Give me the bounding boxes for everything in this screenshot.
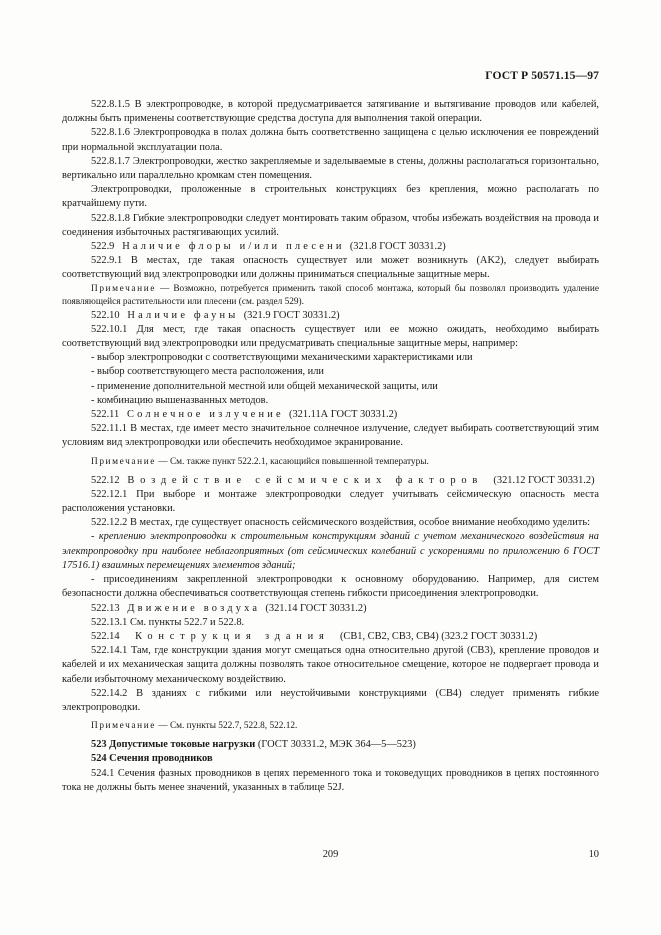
list-item: - комбинацию вышеназванных методов. xyxy=(91,394,269,406)
paragraph: 522.8.1.6 Электропроводка в полах должна быть соответственно защищена с целью исключения ее повреждений при нормальной эксплуатации пола. xyxy=(62,127,599,153)
section-ref: (321.8 ГОСТ 30331.2) xyxy=(349,241,446,253)
paragraph: 522.12.2 В местах, где существует опасность сейсмического воздействия, особое внимание необходимо уделить: xyxy=(91,517,590,529)
section-heading-522-12 xyxy=(62,474,599,488)
section-number: 522.12 xyxy=(91,474,120,486)
section-number: 522.13 xyxy=(91,602,120,614)
note-text: — Возможно, потребуется применить такой способ монтажа, который бы позволял производить удаление появляющейся растительности или плесени (см. раздел 529). xyxy=(62,283,599,307)
list-item: - выбор электропроводки с соответствующими механическими характеристиками или xyxy=(91,352,473,364)
paragraph: 522.10.1 Для мест, где такая опасность существует или ее можно ожидать, необходимо выбирать соответствующий вид электропроводки или предусматривать специальные защитные меры, например: xyxy=(62,323,599,350)
paragraph: - присоединениям закрепленной электропроводки к основному оборудованию. Например, для систем безопасности должна обеспечиваться соответствующая степень гибкости присоединения электропроводки. xyxy=(62,574,599,600)
section-heading-524 xyxy=(62,752,599,766)
section-ref: (ГОСТ 30331.2, МЭК 364—5—523) xyxy=(257,739,416,751)
note-text: — См. также пункт 522.2.1, касающийся повышенной температуры. xyxy=(158,456,429,467)
section-title: 523 Допустимые токовые нагрузки xyxy=(91,739,256,751)
section-ref: (CB1, CB2, CB3, CB4) (323.2 ГОСТ 30331.2) xyxy=(339,630,538,642)
note-label: Примечание xyxy=(91,283,156,294)
note-label: Примечание xyxy=(91,456,156,467)
section-title: Конструкция здания xyxy=(135,630,330,642)
section-title: 524 Сечения проводников xyxy=(91,753,213,765)
section-title: Воздействие сейсмических факторов xyxy=(127,474,484,486)
section-heading-522-11 xyxy=(62,408,599,422)
note-text: — См. пункты 522.7, 522.8, 522.12. xyxy=(158,721,298,732)
paragraph: Электропроводки, проложенные в строительных конструкциях без крепления, можно располагать по кратчайшему пути. xyxy=(62,184,599,210)
paragraph: 522.8.1.8 Гибкие электропроводки следует монтировать таким образом, чтобы избежать воздействия на провода и соединения избыточных растягивающих усилий. xyxy=(62,212,599,238)
paragraph: 522.14.2 В зданиях с гибкими или неустойчивыми конструкциями (CB4) следует применять гибкие электропроводки. xyxy=(62,687,599,713)
page-number: 209 xyxy=(322,849,339,860)
list-item: - применение дополнительной местной или общей механической защиты, или xyxy=(91,380,438,392)
section-heading-522-9 xyxy=(62,240,599,254)
paragraph-italic: - креплению электропроводки к строительным конструкциям зданий с учетом механического воздействия на электропроводку при наиболее неблагоприятных (от сейсмических колебаний с ускорениями по приложению 6 ГОСТ 17516.1) взаимных перемещениях элементов зданий; xyxy=(62,531,599,571)
list-item: - выбор соответствующего места расположения, или xyxy=(91,366,324,378)
section-heading-523 xyxy=(62,738,599,752)
paragraph: 522.8.1.5 В электропроводке, в которой предусматривается затягивание и вытягивание проводов или кабелей, должны быть применены соответствующие средства доступа для выполнения такой операции. xyxy=(62,99,599,125)
note xyxy=(62,283,599,309)
section-number: 522.9 xyxy=(91,241,115,253)
section-heading-522-14 xyxy=(62,630,599,644)
paragraph: 522.12.1 При выборе и монтаже электропроводки следует учитывать сейсмическую опасность места расположения установки. xyxy=(62,488,599,515)
section-title: Солнечное излучение xyxy=(127,409,284,421)
section-ref: (321.11А ГОСТ 30331.2) xyxy=(289,409,398,421)
section-number: 522.14 xyxy=(91,630,120,642)
document-header: ГОСТ Р 50571.15—97 xyxy=(485,69,599,82)
section-heading-522-10 xyxy=(62,309,599,323)
section-ref: (321.12 ГОСТ 30331.2) xyxy=(493,474,595,486)
note-label: Примечание xyxy=(91,721,156,732)
section-number: 522.11 xyxy=(91,409,120,421)
paragraph: 524.1 Сечения фазных проводников в цепях переменного тока и токоведущих проводников в цепях постоянного тока не должны быть менее значений, указанных в таблице 52J. xyxy=(62,767,599,793)
section-title: Наличие флоры и/или плесени xyxy=(122,241,345,253)
paragraph: 522.11.1 В местах, где имеет место значительное солнечное излучение, следует выбирать соответствующий этим условиям вид электропроводки или обеспечить необходимое экранирование. xyxy=(62,423,599,449)
section-heading-522-13 xyxy=(62,602,599,616)
note xyxy=(62,456,599,469)
paragraph: 522.14.1 Там, где конструкции здания могут смещаться одна относительно другой (CB3), крепление проводов и кабелей и их механическая защита должны позволять такое относительное смещение, которое не подвергает провода и кабели избыточному механическому воздействию. xyxy=(62,645,599,685)
section-number: 522.10 xyxy=(91,309,120,321)
note xyxy=(62,720,599,733)
section-title: Движение воздуха xyxy=(127,602,261,614)
paragraph: 522.8.1.7 Электропроводки, жестко закрепляемые и заделываемые в стены, должны располагаться горизонтально, вертикально или параллельно кромкам стен помещения. xyxy=(62,155,599,182)
section-ref: (321.14 ГОСТ 30331.2) xyxy=(265,602,367,614)
section-ref: (321.9 ГОСТ 30331.2) xyxy=(243,309,340,321)
paragraph: 522.9.1 В местах, где такая опасность существует или может возникнуть (AK2), следует выбирать соответствующий вид электропроводки или должны приниматься специальные защитные меры. xyxy=(62,255,599,281)
document-body xyxy=(62,98,599,795)
section-title: Наличие фауны xyxy=(127,309,239,321)
sheet-number: 10 xyxy=(588,849,599,860)
paragraph: 522.13.1 См. пункты 522.7 и 522.8. xyxy=(91,616,245,628)
